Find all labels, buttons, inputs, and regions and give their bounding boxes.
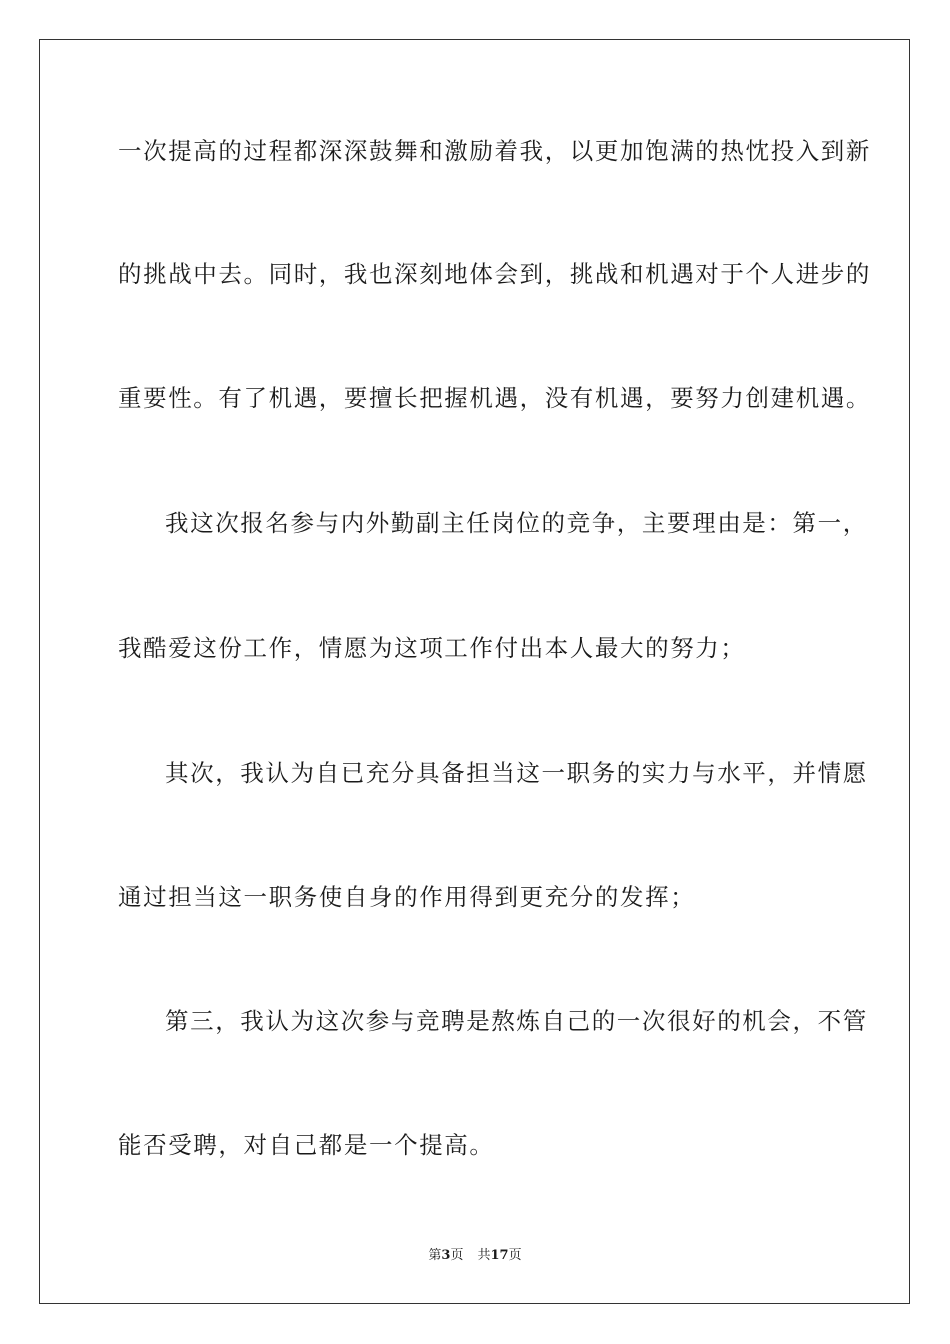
body-line-7: 通过担当这一职务使自身的作用得到更充分的发挥； — [118, 883, 696, 911]
page-footer — [0, 1247, 950, 1265]
footer-page-prefix: 第 — [428, 1248, 442, 1263]
body-line-3: 重要性。有了机遇，要擅长把握机遇，没有机遇，要努力创建机遇。 — [118, 384, 871, 412]
footer-page-number: 3 — [441, 1248, 451, 1263]
body-line-8: 第三，我认为这次参与竞聘是熬炼自己的一次很好的机会，不管 — [165, 1007, 868, 1035]
body-line-4: 我这次报名参与内外勤副主任岗位的竞争，主要理由是：第一， — [165, 509, 868, 537]
footer-total-prefix: 共 — [477, 1248, 491, 1263]
page-border — [39, 39, 910, 1304]
body-line-1: 一次提高的过程都深深鼓舞和激励着我，以更加饱满的热忱投入到新 — [118, 137, 871, 165]
body-line-2: 的挑战中去。同时，我也深刻地体会到，挑战和机遇对于个人进步的 — [118, 260, 871, 288]
body-line-5: 我酷爱这份工作，情愿为这项工作付出本人最大的努力； — [118, 634, 746, 662]
body-line-9: 能否受聘，对自己都是一个提高。 — [118, 1131, 495, 1159]
footer-page-suffix: 页 — [450, 1248, 464, 1263]
footer-total-suffix: 页 — [508, 1248, 522, 1263]
footer-total-pages: 17 — [490, 1248, 509, 1263]
body-line-6: 其次，我认为自已充分具备担当这一职务的实力与水平，并情愿 — [165, 759, 868, 787]
